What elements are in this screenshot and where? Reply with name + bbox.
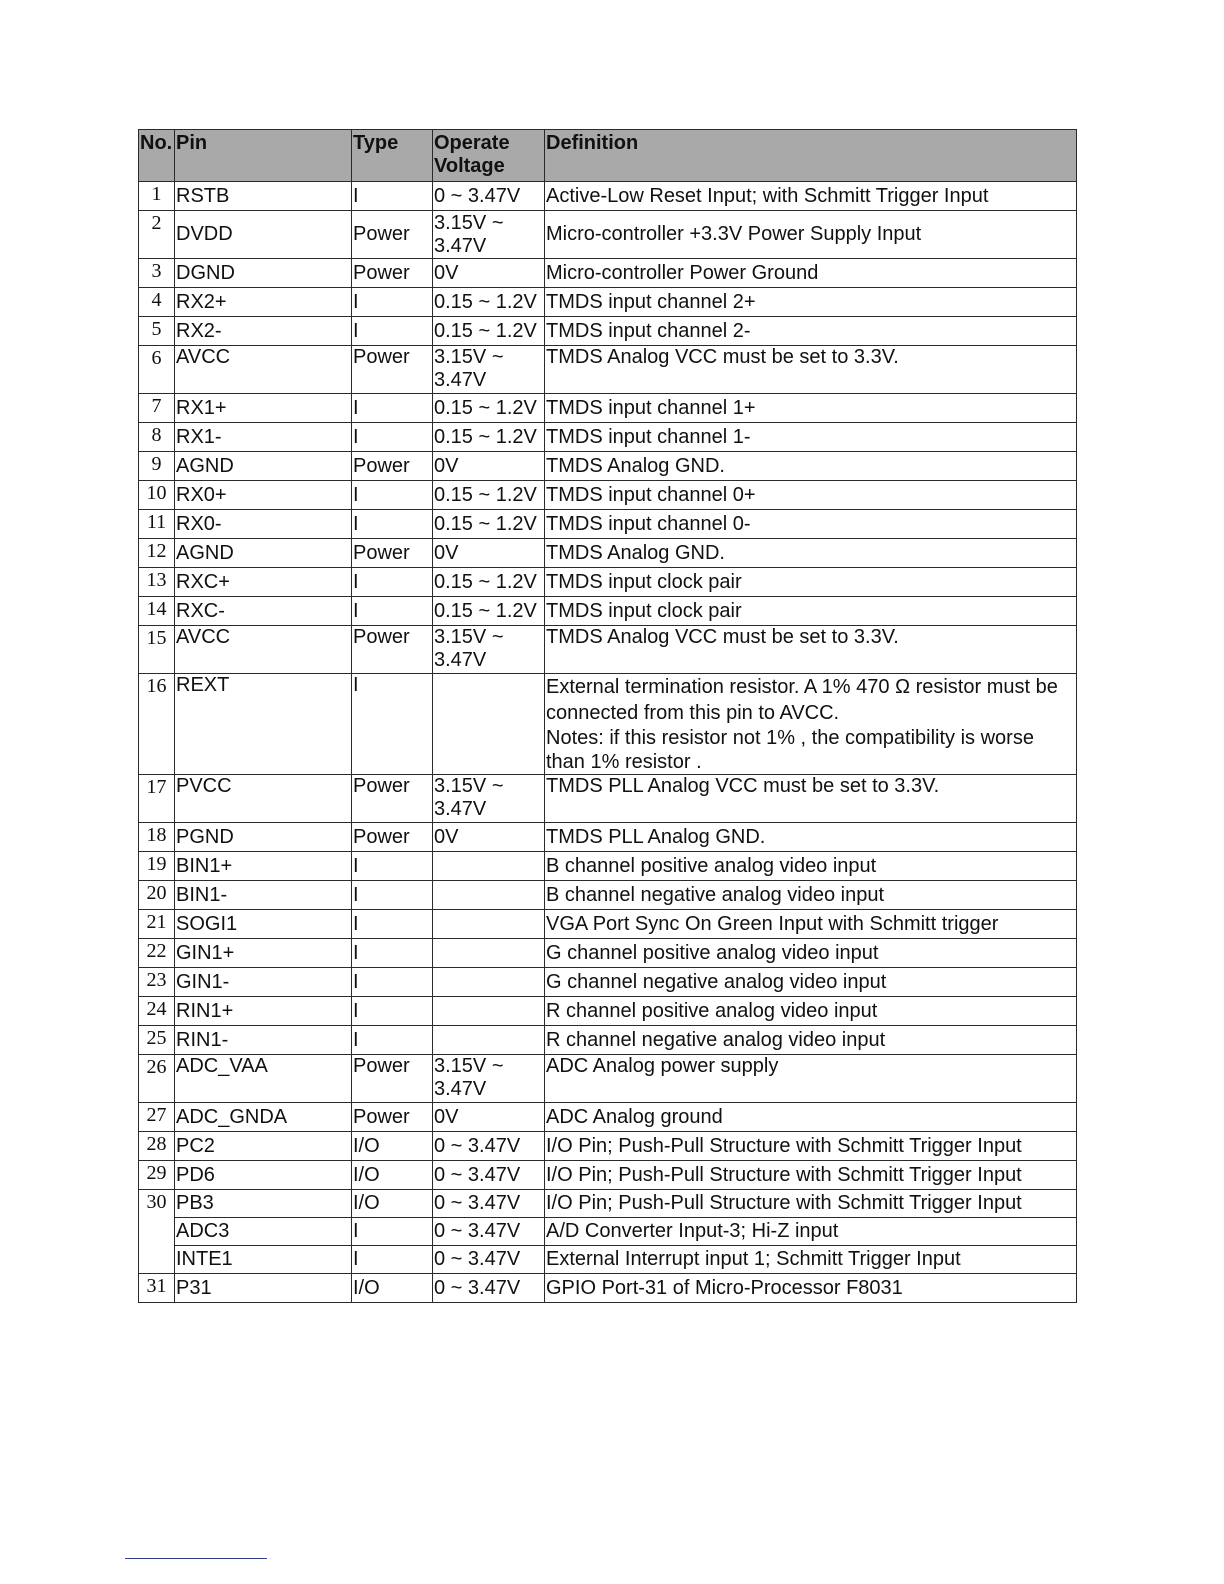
cell-pin: GIN1- — [175, 968, 352, 997]
cell-definition: G channel positive analog video input — [545, 939, 1077, 968]
cell-definition: TMDS input channel 1+ — [545, 394, 1077, 423]
cell-no: 31 — [139, 1274, 175, 1303]
cell-no: 13 — [139, 568, 175, 597]
cell-operate-voltage: 0V — [433, 1103, 545, 1132]
cell-definition: TMDS input channel 1- — [545, 423, 1077, 452]
cell-operate-voltage: 0.15 ~ 1.2V — [433, 317, 545, 346]
cell-pin: DVDD — [175, 211, 352, 259]
cell-type: Power — [352, 211, 433, 259]
cell-operate-voltage: 3.15V ~ 3.47V — [433, 346, 545, 394]
cell-operate-voltage — [433, 881, 545, 910]
cell-type: Power — [352, 775, 433, 823]
cell-definition: R channel negative analog video input — [545, 1026, 1077, 1055]
cell-operate-voltage — [433, 1026, 545, 1055]
cell-definition: A/D Converter Input-3; Hi-Z input — [545, 1218, 1077, 1246]
cell-definition: TMDS Analog GND. — [545, 539, 1077, 568]
cell-definition: Active-Low Reset Input; with Schmitt Trigger Input — [545, 182, 1077, 211]
cell-no: 24 — [139, 997, 175, 1026]
cell-definition: TMDS input channel 2- — [545, 317, 1077, 346]
cell-operate-voltage — [433, 852, 545, 881]
cell-type: Power — [352, 626, 433, 674]
cell-pin: AGND — [175, 452, 352, 481]
cell-no: 19 — [139, 852, 175, 881]
cell-operate-voltage: 3.15V ~ 3.47V — [433, 211, 545, 259]
cell-definition: TMDS input clock pair — [545, 568, 1077, 597]
cell-no: 25 — [139, 1026, 175, 1055]
cell-type: I — [352, 317, 433, 346]
table-row — [139, 910, 1077, 939]
cell-type: I/O — [352, 1161, 433, 1190]
cell-operate-voltage: 0 ~ 3.47V — [433, 182, 545, 211]
cell-type: Power — [352, 1103, 433, 1132]
table-row — [139, 568, 1077, 597]
cell-definition: R channel positive analog video input — [545, 997, 1077, 1026]
cell-pin: AGND — [175, 539, 352, 568]
footer-rule — [125, 1558, 267, 1559]
cell-operate-voltage: 0.15 ~ 1.2V — [433, 288, 545, 317]
cell-operate-voltage: 0 ~ 3.47V — [433, 1132, 545, 1161]
cell-definition: G channel negative analog video input — [545, 968, 1077, 997]
cell-operate-voltage: 3.15V ~ 3.47V — [433, 626, 545, 674]
cell-no: 14 — [139, 597, 175, 626]
cell-no: 4 — [139, 288, 175, 317]
cell-definition: TMDS input channel 2+ — [545, 288, 1077, 317]
cell-pin: ADC3 — [175, 1218, 352, 1246]
table-row — [139, 288, 1077, 317]
cell-definition: B channel positive analog video input — [545, 852, 1077, 881]
cell-operate-voltage: 0.15 ~ 1.2V — [433, 423, 545, 452]
cell-no: 1 — [139, 182, 175, 211]
table-row — [139, 968, 1077, 997]
cell-type: I — [352, 852, 433, 881]
cell-definition: TMDS Analog VCC must be set to 3.3V. — [545, 626, 1077, 674]
cell-operate-voltage: 0 ~ 3.47V — [433, 1274, 545, 1303]
cell-type: I — [352, 1246, 433, 1274]
header-no: No. — [139, 130, 175, 182]
cell-pin: RX0+ — [175, 481, 352, 510]
cell-operate-voltage: 0.15 ~ 1.2V — [433, 568, 545, 597]
cell-definition: ADC Analog power supply — [545, 1055, 1077, 1103]
cell-type: I — [352, 481, 433, 510]
table-row — [139, 182, 1077, 211]
cell-operate-voltage: 0V — [433, 259, 545, 288]
cell-operate-voltage: 0.15 ~ 1.2V — [433, 597, 545, 626]
cell-no: 17 — [139, 775, 175, 823]
cell-pin: REXT — [175, 674, 352, 775]
cell-no: 27 — [139, 1103, 175, 1132]
cell-no: 16 — [139, 674, 175, 775]
cell-definition: TMDS PLL Analog VCC must be set to 3.3V. — [545, 775, 1077, 823]
table-row — [139, 997, 1077, 1026]
cell-type: I/O — [352, 1132, 433, 1161]
header-type: Type — [352, 130, 433, 182]
cell-type: I/O — [352, 1274, 433, 1303]
definition-text: External termination resistor. A 1% 470 Ω resistor must be connected from this pin to AVCC. — [546, 676, 1058, 724]
cell-operate-voltage — [433, 968, 545, 997]
cell-pin: RSTB — [175, 182, 352, 211]
cell-type: Power — [352, 823, 433, 852]
table-body — [139, 182, 1077, 1303]
cell-type: I — [352, 881, 433, 910]
cell-pin: RX2+ — [175, 288, 352, 317]
cell-operate-voltage — [433, 910, 545, 939]
cell-no: 5 — [139, 317, 175, 346]
cell-operate-voltage: 0V — [433, 452, 545, 481]
cell-operate-voltage — [433, 939, 545, 968]
cell-type: I — [352, 423, 433, 452]
cell-pin: PVCC — [175, 775, 352, 823]
table-row — [139, 211, 1077, 259]
table-row — [139, 939, 1077, 968]
table-row — [139, 346, 1077, 394]
cell-definition: I/O Pin; Push-Pull Structure with Schmitt Trigger Input — [545, 1161, 1077, 1190]
cell-pin: AVCC — [175, 346, 352, 394]
header-operate-voltage: Operate Voltage — [433, 130, 545, 182]
cell-no: 21 — [139, 910, 175, 939]
table-header-row — [139, 130, 1077, 182]
cell-definition: VGA Port Sync On Green Input with Schmitt trigger — [545, 910, 1077, 939]
cell-definition: TMDS Analog VCC must be set to 3.3V. — [545, 346, 1077, 394]
table-row — [139, 1161, 1077, 1190]
cell-type: I — [352, 182, 433, 211]
cell-type: I — [352, 1218, 433, 1246]
cell-pin: ADC_VAA — [175, 1055, 352, 1103]
header-definition: Definition — [545, 130, 1077, 182]
cell-no: 10 — [139, 481, 175, 510]
cell-no: 8 — [139, 423, 175, 452]
cell-pin: RXC+ — [175, 568, 352, 597]
cell-pin: GIN1+ — [175, 939, 352, 968]
definition-note: Notes: if this resistor not 1% , the compatibility is worse than 1% resistor . — [546, 727, 1034, 773]
table-row — [139, 597, 1077, 626]
table-row — [139, 852, 1077, 881]
table-row — [139, 394, 1077, 423]
cell-operate-voltage — [433, 997, 545, 1026]
cell-type: I — [352, 968, 433, 997]
cell-definition: B channel negative analog video input — [545, 881, 1077, 910]
cell-type: I — [352, 674, 433, 775]
cell-type: I — [352, 568, 433, 597]
table-row — [139, 823, 1077, 852]
table-row — [139, 1055, 1077, 1103]
table-row — [139, 510, 1077, 539]
table-row — [139, 1132, 1077, 1161]
cell-no: 26 — [139, 1055, 175, 1103]
cell-no: 11 — [139, 510, 175, 539]
cell-definition: ADC Analog ground — [545, 1103, 1077, 1132]
cell-pin: INTE1 — [175, 1246, 352, 1274]
cell-no: 28 — [139, 1132, 175, 1161]
table-row — [139, 1026, 1077, 1055]
cell-operate-voltage: 0.15 ~ 1.2V — [433, 481, 545, 510]
cell-pin: RX1+ — [175, 394, 352, 423]
cell-pin: PD6 — [175, 1161, 352, 1190]
cell-pin: AVCC — [175, 626, 352, 674]
cell-pin: RXC- — [175, 597, 352, 626]
cell-type: Power — [352, 452, 433, 481]
cell-pin: BIN1+ — [175, 852, 352, 881]
cell-operate-voltage: 0.15 ~ 1.2V — [433, 394, 545, 423]
cell-pin: ADC_GNDA — [175, 1103, 352, 1132]
cell-type: I — [352, 1026, 433, 1055]
table-row — [139, 481, 1077, 510]
table-row — [139, 1274, 1077, 1303]
cell-type: I — [352, 997, 433, 1026]
cell-definition: TMDS PLL Analog GND. — [545, 823, 1077, 852]
cell-definition: Micro-controller +3.3V Power Supply Input — [545, 211, 1077, 259]
cell-definition: I/O Pin; Push-Pull Structure with Schmitt Trigger Input — [545, 1132, 1077, 1161]
cell-pin: PGND — [175, 823, 352, 852]
cell-operate-voltage: 0.15 ~ 1.2V — [433, 510, 545, 539]
cell-no: 2 — [139, 211, 175, 259]
table-row — [139, 452, 1077, 481]
cell-definition: TMDS input channel 0+ — [545, 481, 1077, 510]
cell-no: 29 — [139, 1161, 175, 1190]
cell-type: I/O — [352, 1190, 433, 1218]
cell-type: Power — [352, 1055, 433, 1103]
cell-pin: RIN1- — [175, 1026, 352, 1055]
cell-type: Power — [352, 346, 433, 394]
pin-definition-table — [138, 129, 1077, 1303]
cell-pin: RX1- — [175, 423, 352, 452]
cell-definition: TMDS input clock pair — [545, 597, 1077, 626]
cell-no: 22 — [139, 939, 175, 968]
cell-type: I — [352, 394, 433, 423]
cell-no: 20 — [139, 881, 175, 910]
cell-pin: BIN1- — [175, 881, 352, 910]
cell-pin: P31 — [175, 1274, 352, 1303]
table-row — [139, 539, 1077, 568]
table-row — [139, 1246, 1077, 1274]
cell-no: 7 — [139, 394, 175, 423]
cell-no: 9 — [139, 452, 175, 481]
cell-no: 15 — [139, 626, 175, 674]
cell-operate-voltage: 3.15V ~ 3.47V — [433, 1055, 545, 1103]
table-row — [139, 423, 1077, 452]
cell-definition: Micro-controller Power Ground — [545, 259, 1077, 288]
cell-pin: RX2- — [175, 317, 352, 346]
cell-pin: PC2 — [175, 1132, 352, 1161]
cell-no: 23 — [139, 968, 175, 997]
table-row — [139, 259, 1077, 288]
table-row — [139, 317, 1077, 346]
cell-no: 12 — [139, 539, 175, 568]
cell-pin: SOGI1 — [175, 910, 352, 939]
cell-definition: TMDS input channel 0- — [545, 510, 1077, 539]
cell-type: I — [352, 910, 433, 939]
cell-type: I — [352, 510, 433, 539]
cell-operate-voltage: 0V — [433, 539, 545, 568]
cell-operate-voltage: 0 ~ 3.47V — [433, 1218, 545, 1246]
cell-definition: External Interrupt input 1; Schmitt Trigger Input — [545, 1246, 1077, 1274]
cell-operate-voltage: 0 ~ 3.47V — [433, 1190, 545, 1218]
cell-type: I — [352, 597, 433, 626]
header-pin: Pin — [175, 130, 352, 182]
table-row — [139, 674, 1077, 775]
cell-type: I — [352, 939, 433, 968]
cell-type: Power — [352, 259, 433, 288]
cell-no: 6 — [139, 346, 175, 394]
cell-operate-voltage: 0 ~ 3.47V — [433, 1161, 545, 1190]
cell-operate-voltage: 3.15V ~ 3.47V — [433, 775, 545, 823]
cell-definition: GPIO Port-31 of Micro-Processor F8031 — [545, 1274, 1077, 1303]
table-row — [139, 1218, 1077, 1246]
cell-pin: RIN1+ — [175, 997, 352, 1026]
table-row — [139, 1190, 1077, 1218]
table-row — [139, 881, 1077, 910]
cell-no: 30 — [139, 1190, 175, 1274]
cell-definition: TMDS Analog GND. — [545, 452, 1077, 481]
cell-type: I — [352, 288, 433, 317]
table-row — [139, 775, 1077, 823]
cell-pin: RX0- — [175, 510, 352, 539]
cell-definition — [545, 674, 1077, 775]
table-row — [139, 1103, 1077, 1132]
cell-operate-voltage: 0V — [433, 823, 545, 852]
cell-no: 3 — [139, 259, 175, 288]
cell-operate-voltage: 0 ~ 3.47V — [433, 1246, 545, 1274]
cell-type: Power — [352, 539, 433, 568]
cell-pin: DGND — [175, 259, 352, 288]
cell-no: 18 — [139, 823, 175, 852]
table-row — [139, 626, 1077, 674]
cell-definition: I/O Pin; Push-Pull Structure with Schmitt Trigger Input — [545, 1190, 1077, 1218]
cell-operate-voltage — [433, 674, 545, 775]
cell-pin: PB3 — [175, 1190, 352, 1218]
